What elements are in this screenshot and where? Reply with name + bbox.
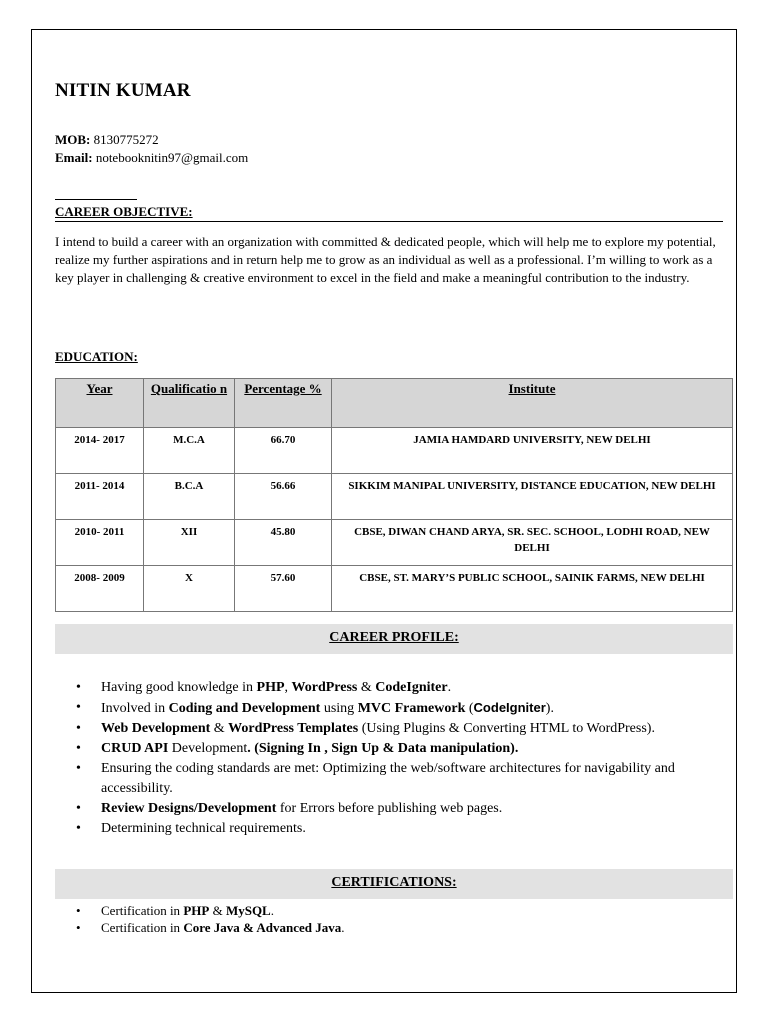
list-item: • CRUD API Development. (Signing In , Sign Up & Data manipulation).	[101, 739, 735, 759]
mobile-label: MOB:	[55, 132, 91, 147]
col-qualification: Qualificatio n	[144, 379, 235, 428]
table-row	[56, 428, 733, 474]
list-item: • Having good knowledge in PHP, WordPress & CodeIgniter.	[101, 678, 735, 698]
cell-institute: JAMIA HAMDARD UNIVERSITY, NEW DELHI	[332, 428, 733, 474]
section-divider	[55, 199, 137, 200]
cell-institute: CBSE, DIWAN CHAND ARYA, SR. SEC. SCHOOL, LODHI ROAD, NEW DELHI	[332, 520, 733, 566]
career-profile-heading: CAREER PROFILE:	[329, 630, 459, 645]
table-row	[56, 474, 733, 520]
email-line	[55, 150, 248, 166]
list-item: • Certification in Core Java & Advanced Java.	[101, 919, 735, 936]
list-item: • Review Designs/Development for Errors before publishing web pages.	[101, 799, 735, 819]
certifications-list	[55, 902, 735, 936]
career-objective-text: I intend to build a career with an organization with committed & dedicated people, which will help me to explore my potential, realize my further aspirations and in return help me to grow as an individual as well as a professional. I’m willing to work as a key player in challenging & creative environment to excel in the field and make a meaningful contribution to the industry.	[55, 234, 716, 285]
cell-percentage: 57.60	[235, 566, 332, 612]
candidate-name: NITIN KUMAR	[55, 80, 191, 101]
education-table	[55, 378, 733, 612]
cell-year: 2008- 2009	[56, 566, 144, 612]
cell-institute: CBSE, ST. MARY’S PUBLIC SCHOOL, SAINIK FARMS, NEW DELHI	[332, 566, 733, 612]
col-percentage: Percentage %	[235, 379, 332, 428]
list-item: • Involved in Coding and Development using MVC Framework (CodeIgniter).	[101, 698, 735, 719]
table-row	[56, 566, 733, 612]
cell-institute: SIKKIM MANIPAL UNIVERSITY, DISTANCE EDUCATION, NEW DELHI	[332, 474, 733, 520]
email-label: Email:	[55, 150, 93, 165]
certifications-band	[55, 869, 733, 899]
education-header-row	[56, 379, 733, 428]
career-profile-list	[55, 678, 735, 839]
cell-year: 2010- 2011	[56, 520, 144, 566]
cell-percentage: 45.80	[235, 520, 332, 566]
career-profile-band	[55, 624, 733, 654]
cell-year: 2011- 2014	[56, 474, 144, 520]
col-institute: Institute	[332, 379, 733, 428]
cell-percentage: 66.70	[235, 428, 332, 474]
education-heading: EDUCATION:	[55, 349, 138, 364]
col-year: Year	[56, 379, 144, 428]
cell-percentage: 56.66	[235, 474, 332, 520]
list-item: • Ensuring the coding standards are met: Optimizing the web/software architectures for navigability and accessibility.	[101, 759, 735, 799]
career-objective-heading: CAREER OBJECTIVE:	[55, 204, 723, 222]
cell-qualification: X	[144, 566, 235, 612]
list-item: • Determining technical requirements.	[101, 819, 735, 839]
list-item: • Web Development & WordPress Templates (Using Plugins & Converting HTML to WordPress).	[101, 719, 735, 739]
cell-year: 2014- 2017	[56, 428, 144, 474]
certifications-heading: CERTIFICATIONS:	[331, 875, 457, 890]
cell-qualification: B.C.A	[144, 474, 235, 520]
list-item: • Certification in PHP & MySQL.	[101, 902, 735, 919]
cell-qualification: M.C.A	[144, 428, 235, 474]
mobile-line	[55, 132, 159, 148]
table-row	[56, 520, 733, 566]
cell-qualification: XII	[144, 520, 235, 566]
mobile-value: 8130775272	[90, 132, 159, 147]
email-value: notebooknitin97@gmail.com	[92, 150, 249, 165]
